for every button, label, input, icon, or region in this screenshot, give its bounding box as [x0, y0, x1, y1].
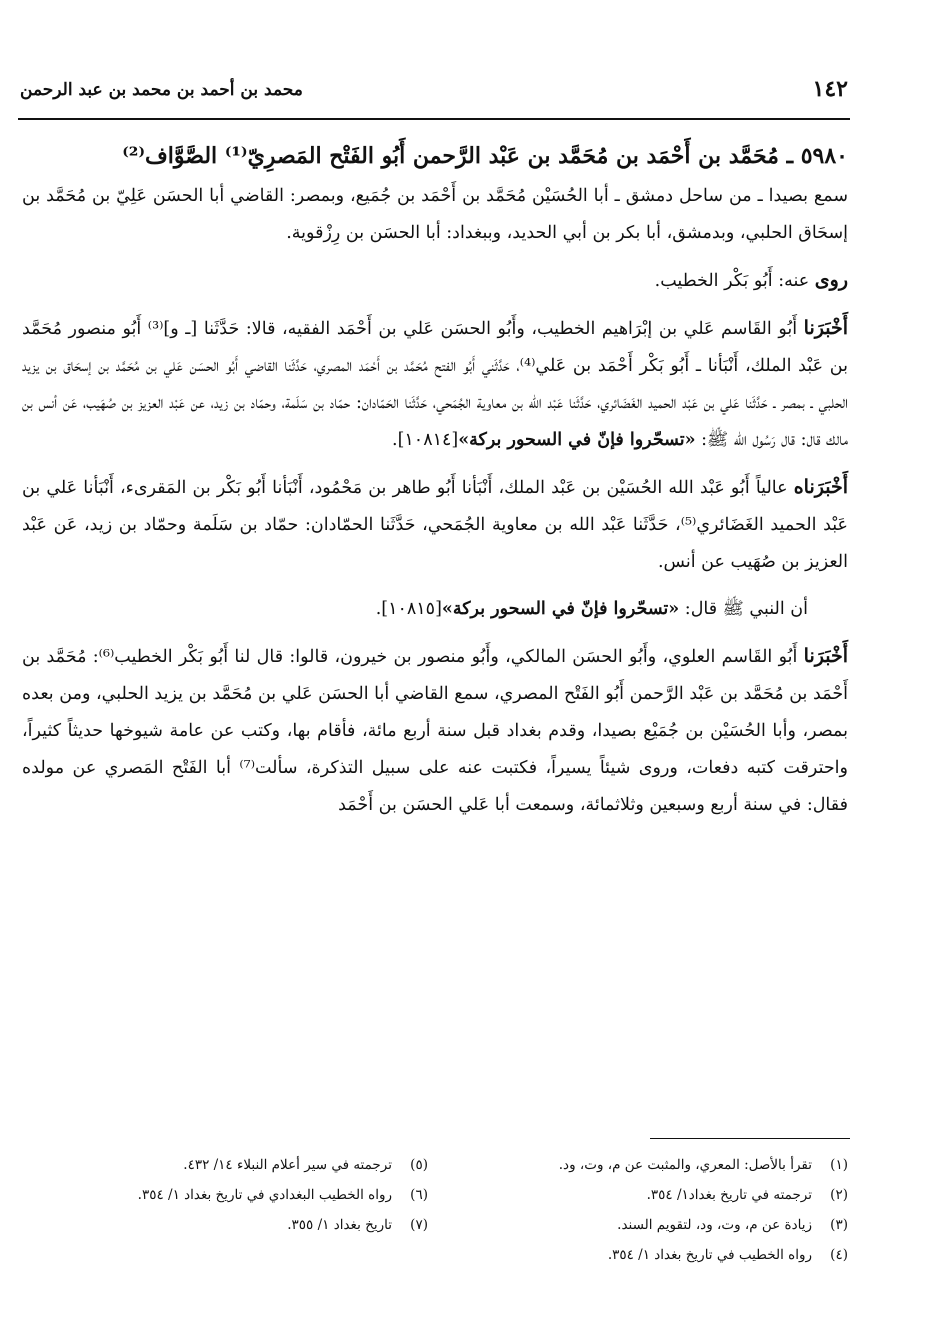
page-header: [20, 72, 848, 114]
entry-title: ٥٩٨٠ ـ مُحَمَّد بن أَحْمَد بن مُحَمَّد بن عَبْد الرَّحمن أَبُو الفَتْح المَصرِيّ⁽¹⁾ الصَّوَّاف⁽²⁾: [122, 143, 848, 169]
paragraph-4-lead: أَخْبَرَناه: [793, 476, 848, 498]
footnote-2-text: ترجمته في تاريخ بغداد١/ ٣٥٤.: [646, 1187, 812, 1203]
paragraph-2-text: عنه: أَبُو بَكْر الخطيب.: [654, 271, 815, 291]
footnote-6-number: (٦): [410, 1187, 428, 1203]
footnote-2: [528, 1180, 848, 1210]
header-rule: [18, 118, 850, 120]
paragraph-2-lead: روى: [814, 269, 848, 291]
footnote-7-number: (٧): [410, 1217, 428, 1233]
paragraph-3-lead: أَخْبَرَنا: [803, 317, 848, 339]
footnote-7-text: تاريخ بغداد ١/ ٣٥٥.: [287, 1217, 392, 1233]
hadith-text-2: «تسحّروا فإنّ في السحور بركة»: [441, 599, 680, 619]
footnote-5: [108, 1150, 428, 1180]
footnote-column-left: [108, 1150, 428, 1240]
main-text: [22, 136, 848, 834]
hadith-number-1: [١٠٨١٤].: [392, 430, 459, 450]
hadith-number-2: [١٠٨١٥].: [375, 599, 442, 619]
footnotes: [60, 1150, 848, 1280]
footnote-6: [108, 1180, 428, 1210]
paragraph-3: [22, 310, 848, 459]
footnote-1: [528, 1150, 848, 1180]
paragraph-2: [22, 262, 848, 300]
footnote-2-number: (٢): [830, 1187, 848, 1203]
footnote-5-number: (٥): [410, 1157, 428, 1173]
paragraph-6: [22, 638, 848, 824]
paragraph-4-text: عالياً أَبُو عَبْد الله الحُسَيْن بن عَبْد الملك، أَنْبَأنا أَبُو طاهر بن مَحْمُود، أَنْبَأنا أَبُو بَكْر بن المَقرىء، أَنْبَأنا عَلي بن عَبْد الحميد الغَضَائري⁽⁵⁾، حَدَّثَنا عَبْد الله بن معاوية الجُمَحي، حَدَّثَنا الحمّادان: حمّاد بن سَلَمة وحمّاد بن زيد، عَن عَبْد العزيز بن صُهَيب عن أنس.: [22, 478, 848, 572]
footnote-1-text: تقرأ بالأصل: المعري، والمثبت عن م، وت، ود.: [558, 1157, 812, 1173]
paragraph-1: سمع بصيدا ـ من ساحل دمشق ـ أبا الحُسَيْن مُحَمَّد بن أَحْمَد بن جُمَيع، وبمصر: القاضي أبا الحسَن عَلِيّ بن مُحَمَّد بن إسحَاق الحلبي، وبدمشق، أبا بكر بن أبي الحديد، وببغداد: أبا الحسَن بن رِزْقوية.: [22, 186, 848, 243]
running-title: محمد بن أحمد بن محمد بن عبد الرحمن: [20, 80, 303, 100]
footnote-3-number: (٣): [830, 1217, 848, 1233]
paragraph-4: [22, 469, 848, 581]
footnote-3: [528, 1210, 848, 1240]
paragraph-3-text: أَبُو القَاسم عَلي بن إبْرَاهيم الخطيب، وأَبُو الحسَن عَلي بن أَحْمَد الفقيه، قالا: حَدَّثَنا [ـ و]⁽³⁾ أَبُو منصور مُحَمَّد بن عَبْد الملك، أَنْبَأنا ـ أَبُو بَكْر أَحْمَد بن عَلي⁽⁴⁾، حَدَّثَني أَبُو الفتح مُحَمَّد بن أَحْمَد المصري، حَدَّثَنا القاضي أَبُو الحسَن عَلي بن مُحَمَّد بن إسحَاق بن يزيد الحلبي ـ بمصر ـ حَدَّثَنا عَلي بن عَبْد الحميد الغَضَائري، حَدَّثَنا عَبْد الله بن معاوية الجُمَحي، حَدَّثَنا الحَمّادان: حمّاد بن سَلَمة، وحمّاد بن زيد، عن عَبْد العزيز بن صُهَيب، عَن أنس بن مالك قال: قال رَسُول الله ﷺ:: [22, 319, 848, 450]
paragraph-5: [22, 591, 848, 628]
footnote-3-text: زيادة عن م، وت، ود، لتقويم السند.: [617, 1217, 812, 1233]
footnote-column-right: [528, 1150, 848, 1270]
footnote-4-number: (٤): [830, 1247, 848, 1263]
footnote-5-text: ترجمته في سير أعلام النبلاء ١٤/ ٤٣٢.: [183, 1157, 392, 1173]
footnote-4-text: رواه الخطيب في تاريخ بغداد ١/ ٣٥٤.: [607, 1247, 812, 1263]
footnote-rule: [650, 1138, 850, 1139]
footnote-4: [528, 1240, 848, 1270]
hadith-text-1: «تسحّروا فإنّ في السحور بركة»: [458, 430, 696, 450]
paragraph-5-text: أن النبي ﷺ قال:: [679, 599, 808, 619]
page-number: ١٤٢: [812, 76, 848, 102]
footnote-6-text: رواه الخطيب البغدادي في تاريخ بغداد ١/ ٣٥٤.: [137, 1187, 392, 1203]
paragraph-6-text: أَبُو القَاسم العلوي، وأَبُو الحسَن المالكي، وأَبُو منصور بن خيرون، قالوا: قال لنا أَبُو بَكْر الخطيب⁽⁶⁾: مُحَمَّد بن أَحْمَد بن مُحَمَّد بن عَبْد الرَّحمن أَبُو الفَتْح المصري، سمع القاضي أبا الحسَن عَلي بن مُحَمَّد بن يزيد الحلبي، ومن بعده بمصر، وأبا الحُسَيْن بن جُمَيْع بصيدا، وقدم بغداد قبل سنة أربع مائة، فأقام بها، وكتب عن عامة شيوخها حديثاً كثيراً، واحترقت كتبه دفعات، وروى شيئاً يسيراً، فكتبت عنه على سبيل التذكرة، سألت⁽⁷⁾ أبا الفَتْح المَصري عن مولده فقال: في سنة أربع وسبعين وثلاثمائة، وسمعت أبا عَلي الحسَن بن أَحْمَد: [22, 647, 848, 815]
paragraph-6-lead: أَخْبَرَنا: [803, 645, 848, 667]
footnote-7: [108, 1210, 428, 1240]
footnote-1-number: (١): [830, 1157, 848, 1173]
